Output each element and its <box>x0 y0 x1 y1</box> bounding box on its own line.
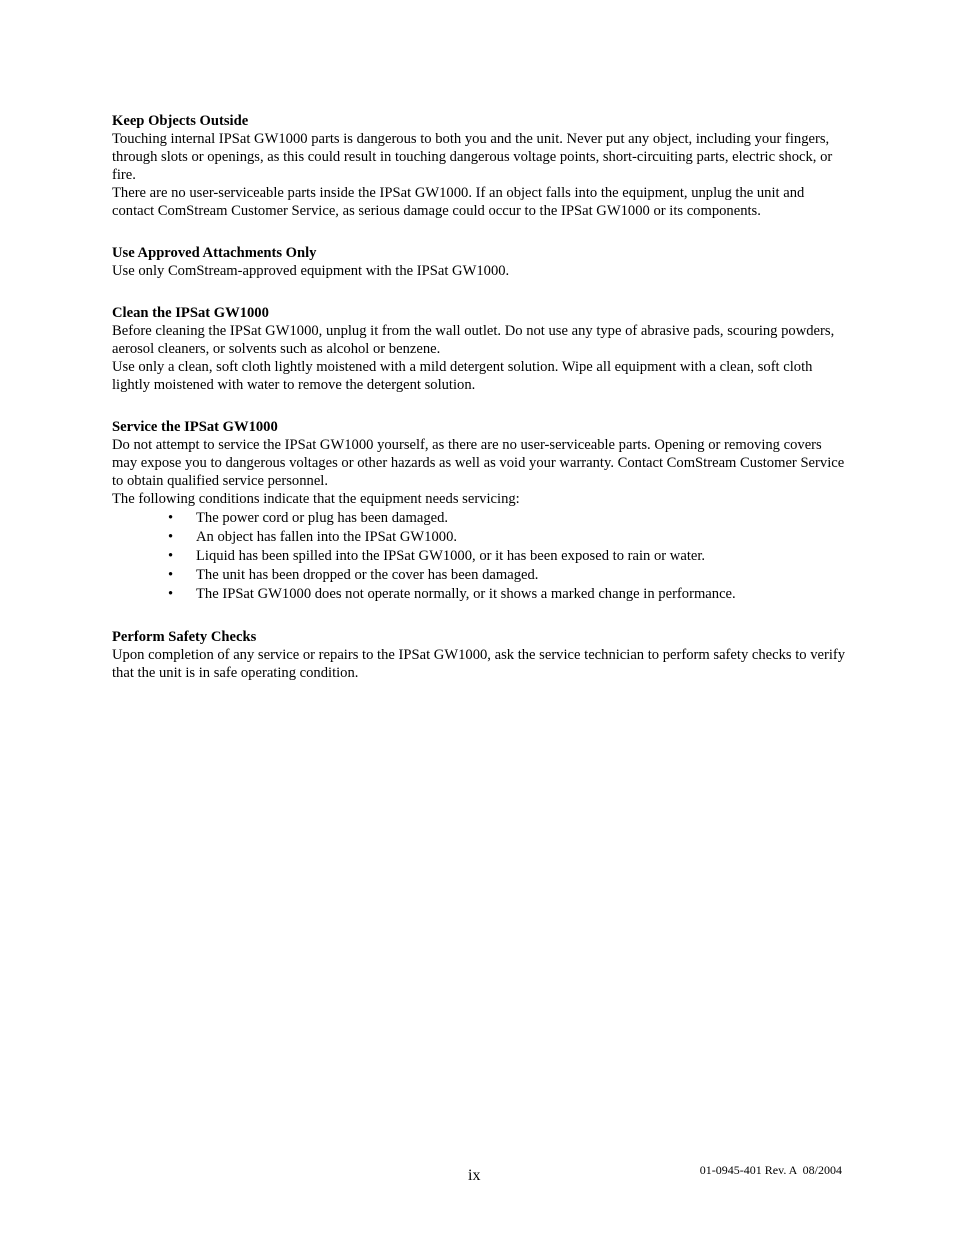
bullet-icon: • <box>168 586 174 602</box>
list-item-text: The IPSat GW1000 does not operate normally, or it shows a marked change in performance. <box>196 586 736 602</box>
service-conditions-list <box>112 509 847 604</box>
section-clean <box>112 304 847 394</box>
page-number: ix <box>468 1167 481 1184</box>
list-item-text: Liquid has been spilled into the IPSat GW1000, or it has been exposed to rain or water. <box>196 548 706 564</box>
section-heading: Use Approved Attachments Only <box>112 245 317 261</box>
section-heading: Clean the IPSat GW1000 <box>112 305 269 321</box>
section-heading: Perform Safety Checks <box>112 629 257 645</box>
section-paragraph: Use only ComStream-approved equipment with the IPSat GW1000. <box>112 263 510 279</box>
section-perform-safety-checks <box>112 628 847 682</box>
section-heading: Service the IPSat GW1000 <box>112 419 278 435</box>
section-paragraph: Use only a clean, soft cloth lightly moistened with a mild detergent solution. Wipe all equipment with a clean, soft cloth lightly moistened with water to remove the detergent solution. <box>112 359 813 393</box>
bullet-icon: • <box>168 529 174 545</box>
bullet-icon: • <box>168 567 174 583</box>
list-item <box>112 509 847 528</box>
bullet-icon: • <box>168 548 174 564</box>
section-service <box>112 418 847 604</box>
section-use-approved-attachments <box>112 244 847 280</box>
bullet-icon: • <box>168 510 174 526</box>
section-paragraph: Before cleaning the IPSat GW1000, unplug it from the wall outlet. Do not use any type of abrasive pads, scouring powders, aerosol cleaners, or solvents such as alcohol or benzene. <box>112 323 835 357</box>
section-paragraph: Upon completion of any service or repairs to the IPSat GW1000, ask the service technician to perform safety checks to verify that the unit is in safe operating condition. <box>112 647 846 681</box>
section-paragraph: Do not attempt to service the IPSat GW1000 yourself, as there are no user-serviceable parts. Opening or removing covers may expose you to dangerous voltages or other hazards as well as void your warranty. Contact ComStream Customer Service to obtain qualified service personnel. <box>112 437 845 489</box>
list-item-text: The unit has been dropped or the cover has been damaged. <box>196 567 539 583</box>
document-body <box>112 112 847 706</box>
document-reference: 01-0945-401 Rev. A 08/2004 <box>699 1163 842 1177</box>
section-paragraph: There are no user-serviceable parts inside the IPSat GW1000. If an object falls into the equipment, unplug the unit and contact ComStream Customer Service, as serious damage could occur to the IPSat GW1000 or its components. <box>112 185 805 219</box>
section-keep-objects-outside <box>112 112 847 220</box>
list-item-text: The power cord or plug has been damaged. <box>196 510 449 526</box>
list-item-text: An object has fallen into the IPSat GW1000. <box>196 529 458 545</box>
list-item <box>112 528 847 547</box>
list-item <box>112 566 847 585</box>
list-item <box>112 547 847 566</box>
list-item <box>112 585 847 604</box>
section-paragraph: Touching internal IPSat GW1000 parts is dangerous to both you and the unit. Never put any object, including your fingers, through slots or openings, as this could result in touching dangerous voltage points, short-circuiting parts, electric shock, or fire. <box>112 131 833 183</box>
section-heading: Keep Objects Outside <box>112 113 249 129</box>
section-paragraph: The following conditions indicate that the equipment needs servicing: <box>112 491 520 507</box>
